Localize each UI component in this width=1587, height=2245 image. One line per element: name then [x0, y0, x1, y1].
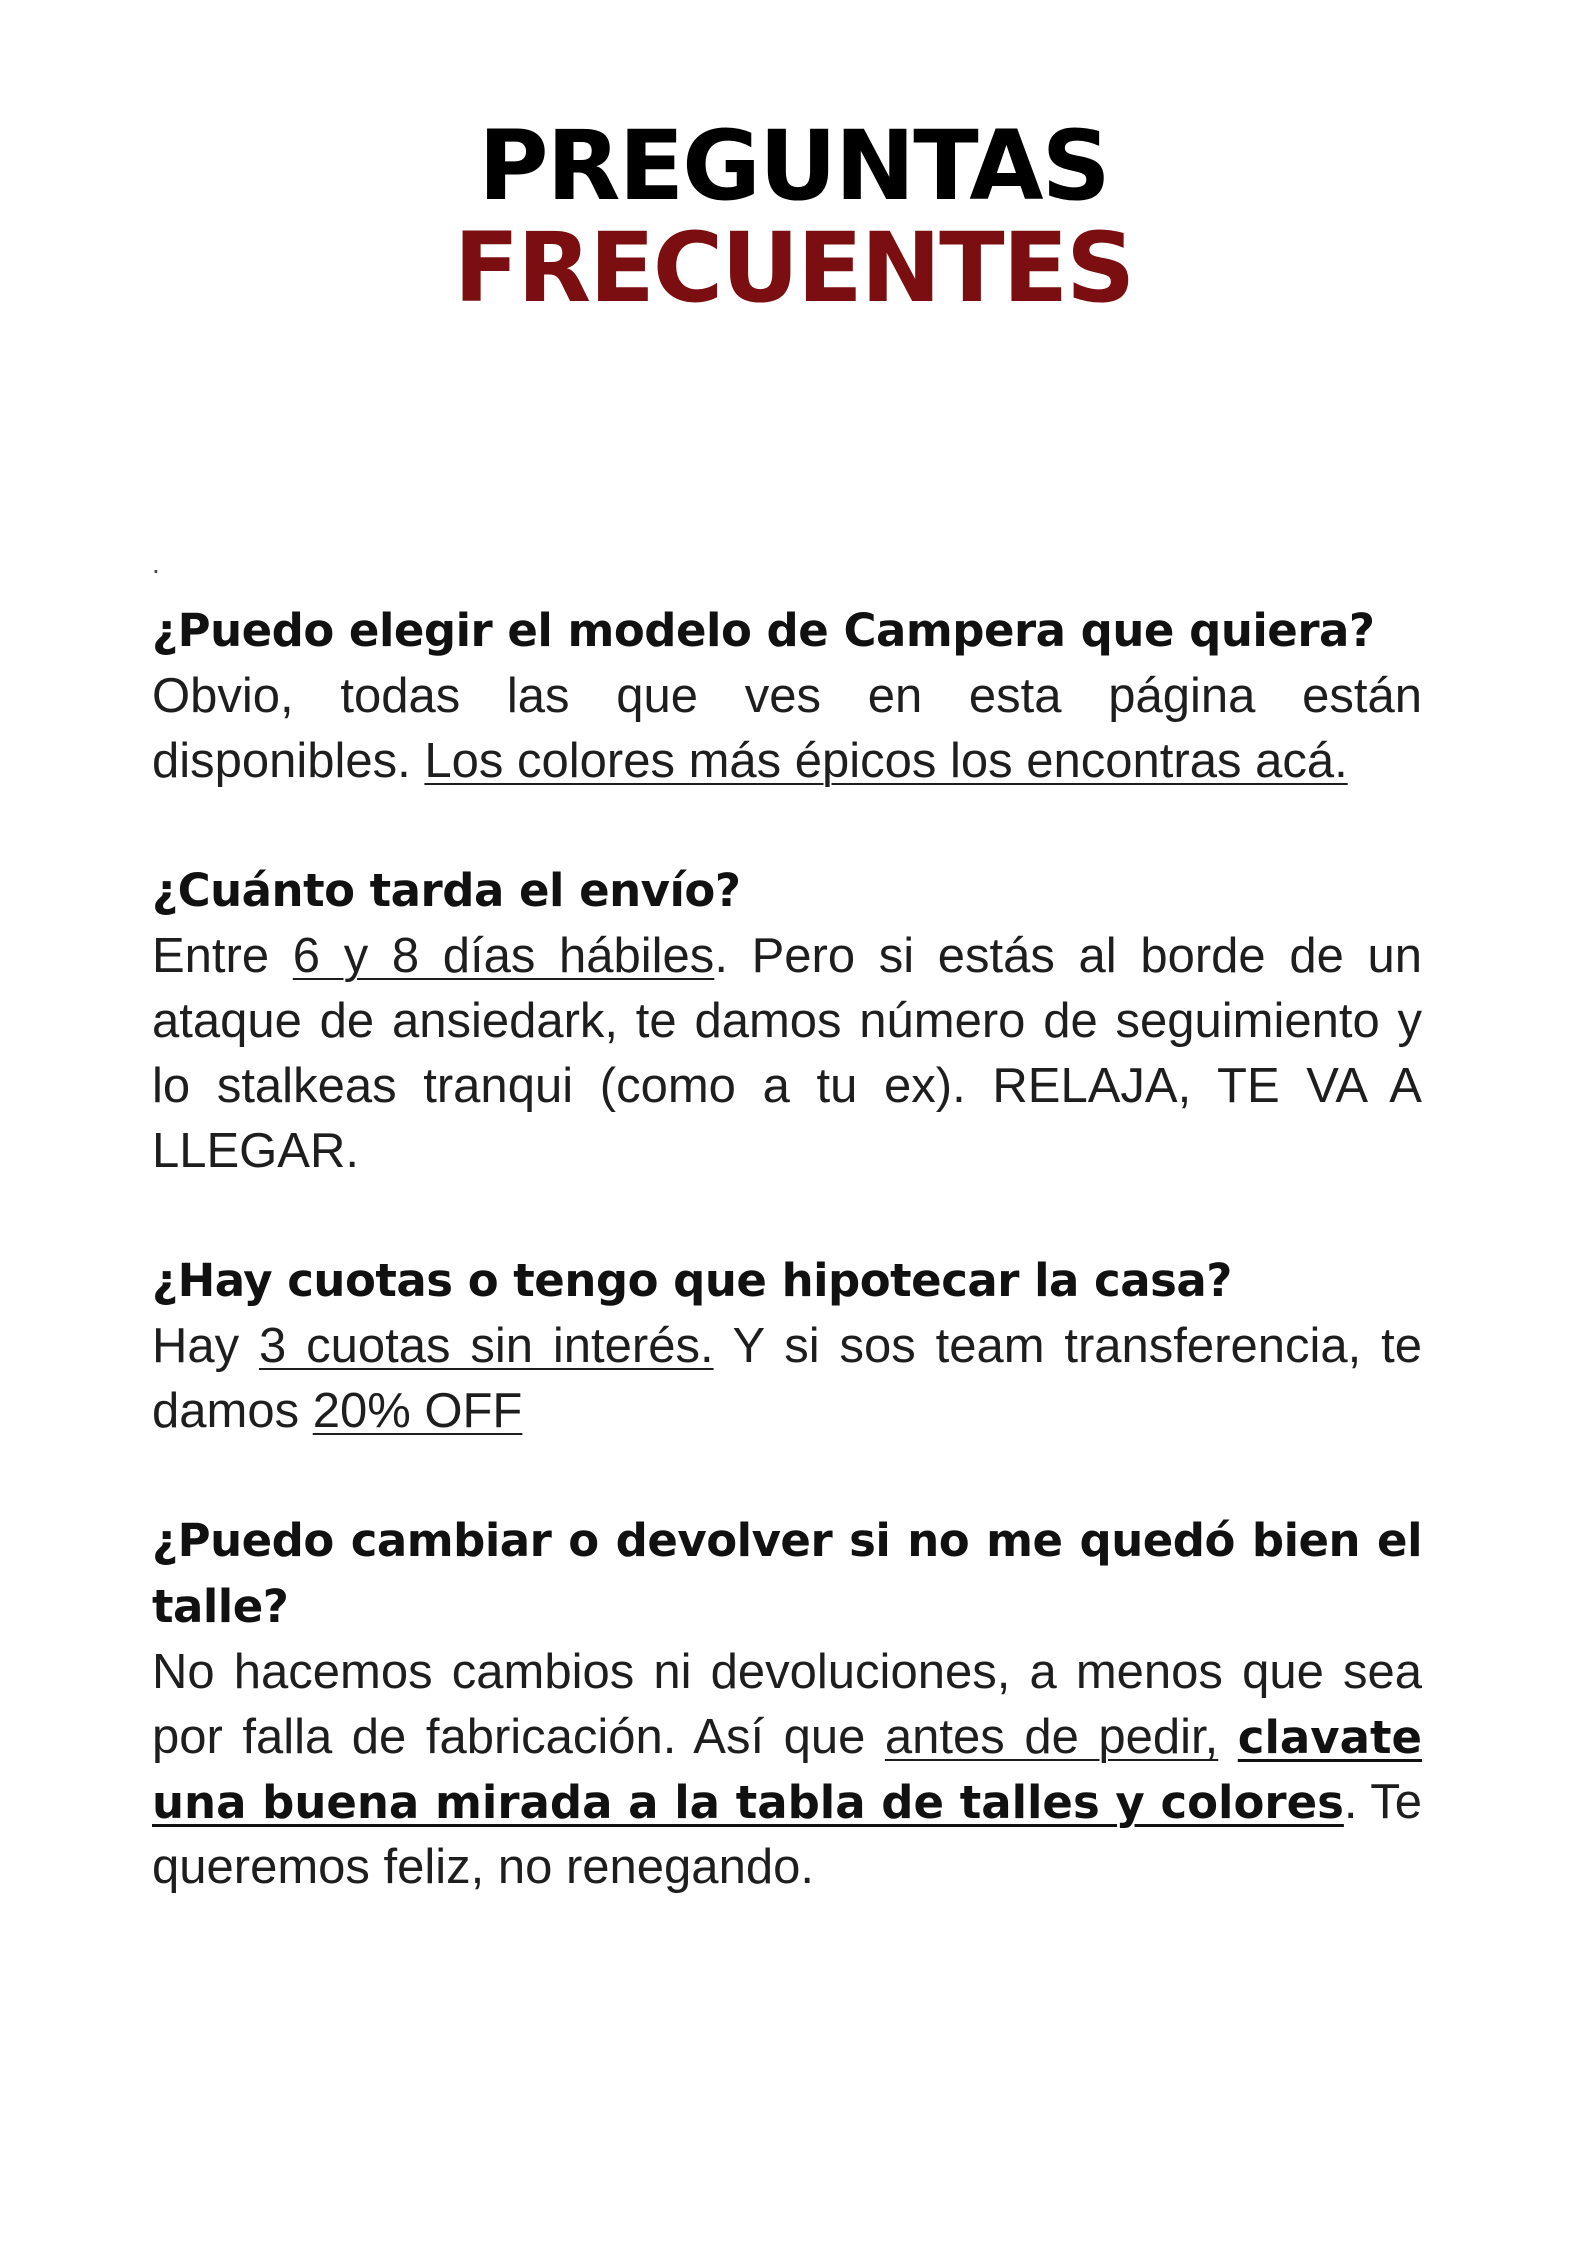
faq-question: ¿Cuánto tarda el envío? [152, 864, 741, 917]
answer-text: . Te queremos feliz, no renegando. [152, 1775, 1422, 1894]
shipping-days-link[interactable]: 6 y 8 días hábiles [292, 929, 715, 983]
faq-answer [152, 664, 1422, 794]
faq-question: ¿Puedo cambiar o devolver si no me quedó bien el talle? [152, 1514, 1422, 1633]
answer-text: Hay [152, 1319, 240, 1373]
faq-question: ¿Puedo elegir el modelo de Campera que quiera? [152, 604, 1375, 657]
faq-item-cuotas [152, 1248, 1422, 1444]
page-title-line-1: PREGUNTAS [478, 110, 1109, 222]
answer-text: Obvio, todas las que ves en esta página están disponibles. [152, 669, 1422, 788]
discount-link[interactable]: 20% OFF [312, 1384, 523, 1438]
faq-item-envio [152, 858, 1422, 1184]
answer-text: Y si sos team transferencia, te damos [152, 1319, 1422, 1438]
answer-text: No hacemos cambios ni devoluciones, a menos que sea por falla de fabricación. Así que [152, 1645, 1422, 1764]
faq-answer [152, 924, 1422, 1184]
page-title-line-2: FRECUENTES [453, 212, 1134, 324]
before-ordering-link[interactable]: antes de pedir, [884, 1710, 1219, 1764]
faq-question: ¿Hay cuotas o tengo que hipotecar la casa? [152, 1254, 1232, 1307]
separator-dot: . [152, 548, 160, 579]
faq-item-cambios [152, 1508, 1422, 1900]
answer-text: Entre [152, 929, 270, 983]
size-chart-link[interactable]: clavate una buena mirada a la tabla de talles y colores [152, 1711, 1422, 1829]
installments-link[interactable]: 3 cuotas sin interés. [259, 1319, 714, 1373]
faq-answer [152, 1314, 1422, 1444]
answer-text: . Pero si estás al borde de un ataque de ansiedark, te damos número de seguimiento y lo stalkeas tranqui (como a tu ex). RELAJA, TE VA A LLEGAR. [152, 929, 1422, 1178]
colors-link[interactable]: Los colores más épicos los encontras acá. [424, 734, 1348, 788]
faq-answer [152, 1640, 1422, 1900]
faq-item-modelo [152, 598, 1422, 794]
